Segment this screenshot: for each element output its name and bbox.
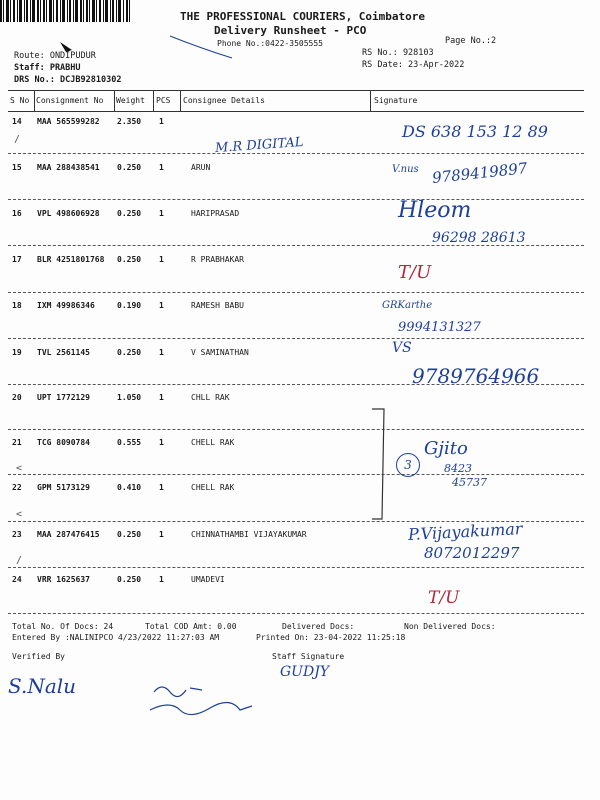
handwritten-mark: T/U — [428, 588, 460, 608]
row-weight: 0.250 — [117, 255, 142, 264]
row-consignment: BLR 4251801768 — [37, 255, 105, 264]
tick-mark: < — [16, 463, 23, 474]
row-pcs: 1 — [159, 530, 164, 539]
handwritten-signature: GRKarthe — [382, 300, 433, 311]
route-label: Route: ONDIPUDUR — [14, 51, 96, 61]
row-divider — [8, 199, 584, 200]
row-pcs: 1 — [159, 209, 164, 218]
entered-by: Entered By :NALINIPCO 4/23/2022 11:27:03 AM — [12, 633, 220, 642]
table-header-border — [8, 111, 584, 112]
row-consignee: HARIPRASAD — [191, 209, 240, 218]
row-sno: 20 — [12, 393, 22, 402]
row-sno: 14 — [12, 117, 22, 126]
row-weight: 0.410 — [117, 483, 142, 492]
handwritten-phone: 8072012297 — [424, 544, 520, 562]
verified-signature: S.Nalu — [8, 674, 77, 698]
row-divider — [8, 338, 584, 339]
row-consignment: MAA 565599282 — [37, 117, 100, 126]
handwritten-phone: 9994131327 — [398, 320, 481, 335]
row-sno: 15 — [12, 163, 22, 172]
col-divider — [370, 91, 371, 111]
row-consignee: CHLL RAK — [191, 393, 230, 402]
row-divider — [8, 567, 584, 568]
row-pcs: 1 — [159, 348, 164, 357]
row-pcs: 1 — [159, 575, 164, 584]
row-weight: 0.250 — [117, 530, 142, 539]
row-consignment: TVL 2561145 — [37, 348, 90, 357]
handwritten-number: 45737 — [452, 476, 487, 489]
handwritten-mark: T/U — [398, 262, 432, 283]
non-delivered-docs: Non Delivered Docs: — [404, 622, 496, 631]
circled-number: 3 — [396, 453, 420, 477]
row-consignment: MAA 287476415 — [37, 530, 100, 539]
row-consignment: VPL 498606928 — [37, 209, 100, 218]
total-cod: Total COD Amt: 0.00 — [145, 622, 237, 631]
col-header-consignee: Consignee Details — [183, 96, 265, 105]
row-sno: 18 — [12, 301, 22, 310]
row-sno: 22 — [12, 483, 22, 492]
handwritten-signature: V.nus — [392, 164, 419, 175]
rs-number: RS No.: 928103 — [362, 48, 434, 58]
staff-signature: GUDJY — [280, 664, 330, 680]
row-consignment: IXM 49986346 — [37, 301, 95, 310]
row-pcs: 1 — [159, 255, 164, 264]
col-header-weight: Weight — [116, 96, 145, 105]
runsheet-subtitle: Delivery Runsheet - PCO — [214, 24, 367, 37]
row-weight: 0.250 — [117, 209, 142, 218]
row-consignment: MAA 288438541 — [37, 163, 100, 172]
tick-mark: / — [14, 134, 21, 145]
row-sno: 17 — [12, 255, 22, 264]
row-weight: 0.250 — [117, 163, 142, 172]
row-pcs: 1 — [159, 163, 164, 172]
page-number: Page No.:2 — [445, 36, 497, 46]
handwritten-signature: Hleom — [398, 198, 472, 223]
verified-by-label: Verified By — [12, 652, 65, 661]
row-divider — [8, 292, 584, 293]
tick-mark: / — [16, 555, 23, 566]
handwritten-number: 8423 — [444, 462, 472, 475]
row-divider — [8, 429, 584, 430]
staff-label: Staff: PRABHU — [14, 63, 81, 73]
row-consignment: GPM 5173129 — [37, 483, 90, 492]
total-docs: Total No. Of Docs: 24 — [12, 622, 114, 631]
col-divider — [34, 91, 35, 111]
row-pcs: 1 — [159, 483, 164, 492]
handwritten-signature: P.Vijayakumar — [407, 519, 523, 544]
row-weight: 1.050 — [117, 393, 142, 402]
col-header-signature: Signature — [374, 96, 418, 105]
drs-number: DRS No.: DCJB92810302 — [14, 75, 122, 85]
row-divider — [8, 153, 584, 154]
col-header-pcs: PCS — [156, 96, 171, 105]
row-weight: 0.250 — [117, 575, 142, 584]
row-consignment: VRR 1625637 — [37, 575, 90, 584]
row-pcs: 1 — [159, 117, 164, 126]
staff-signature-label: Staff Signature — [272, 652, 345, 661]
row-weight: 2.350 — [117, 117, 142, 126]
handwritten-signature: VS — [392, 340, 412, 356]
row-consignee: R PRABHAKAR — [191, 255, 244, 264]
handwritten-consignee: M.R DIGITAL — [214, 134, 304, 157]
col-divider — [114, 91, 115, 111]
handwritten-phone: 9789419897 — [431, 159, 529, 187]
handwritten-signature: DS 638 153 12 89 — [402, 122, 548, 141]
row-sno: 24 — [12, 575, 22, 584]
row-divider — [8, 613, 584, 614]
bracket-mark — [370, 405, 390, 525]
col-divider — [180, 91, 181, 111]
col-divider — [153, 91, 154, 111]
row-consignee: RAMESH BABU — [191, 301, 244, 310]
row-divider — [8, 474, 584, 475]
row-consignee: CHELL RAK — [191, 483, 235, 492]
row-weight: 0.555 — [117, 438, 142, 447]
handwritten-phone: 96298 28613 — [432, 230, 526, 246]
row-sno: 21 — [12, 438, 22, 447]
row-consignee: CHINNATHAMBI VIJAYAKUMAR — [191, 530, 307, 539]
delivered-docs: Delivered Docs: — [282, 622, 355, 631]
row-pcs: 1 — [159, 438, 164, 447]
handwritten-signature: Gjito — [424, 438, 468, 459]
handwritten-phone: 9789764966 — [412, 364, 540, 388]
printed-on: Printed On: 23-04-2022 11:25:18 — [256, 633, 406, 642]
row-weight: 0.190 — [117, 301, 142, 310]
row-consignee: ARUN — [191, 163, 211, 172]
table-top-border — [8, 90, 584, 91]
handwritten-scribble — [140, 680, 260, 720]
row-sno: 16 — [12, 209, 22, 218]
col-header-sno: S No — [10, 96, 30, 105]
row-consignee: CHELL RAK — [191, 438, 235, 447]
row-consignment: TCG 8090784 — [37, 438, 90, 447]
row-sno: 19 — [12, 348, 22, 357]
row-consignment: UPT 1772129 — [37, 393, 90, 402]
tick-mark: < — [16, 509, 23, 520]
phone-number: Phone No.:0422-3505555 — [217, 39, 323, 48]
row-weight: 0.250 — [117, 348, 142, 357]
rs-date: RS Date: 23-Apr-2022 — [362, 60, 465, 70]
company-title: THE PROFESSIONAL COURIERS, Coimbatore — [180, 10, 426, 23]
row-sno: 23 — [12, 530, 22, 539]
row-consignee: V SAMINATHAN — [191, 348, 249, 357]
row-consignee: UMADEVI — [191, 575, 225, 584]
row-pcs: 1 — [159, 301, 164, 310]
row-pcs: 1 — [159, 393, 164, 402]
col-header-consignment: Consignment No — [36, 96, 104, 105]
